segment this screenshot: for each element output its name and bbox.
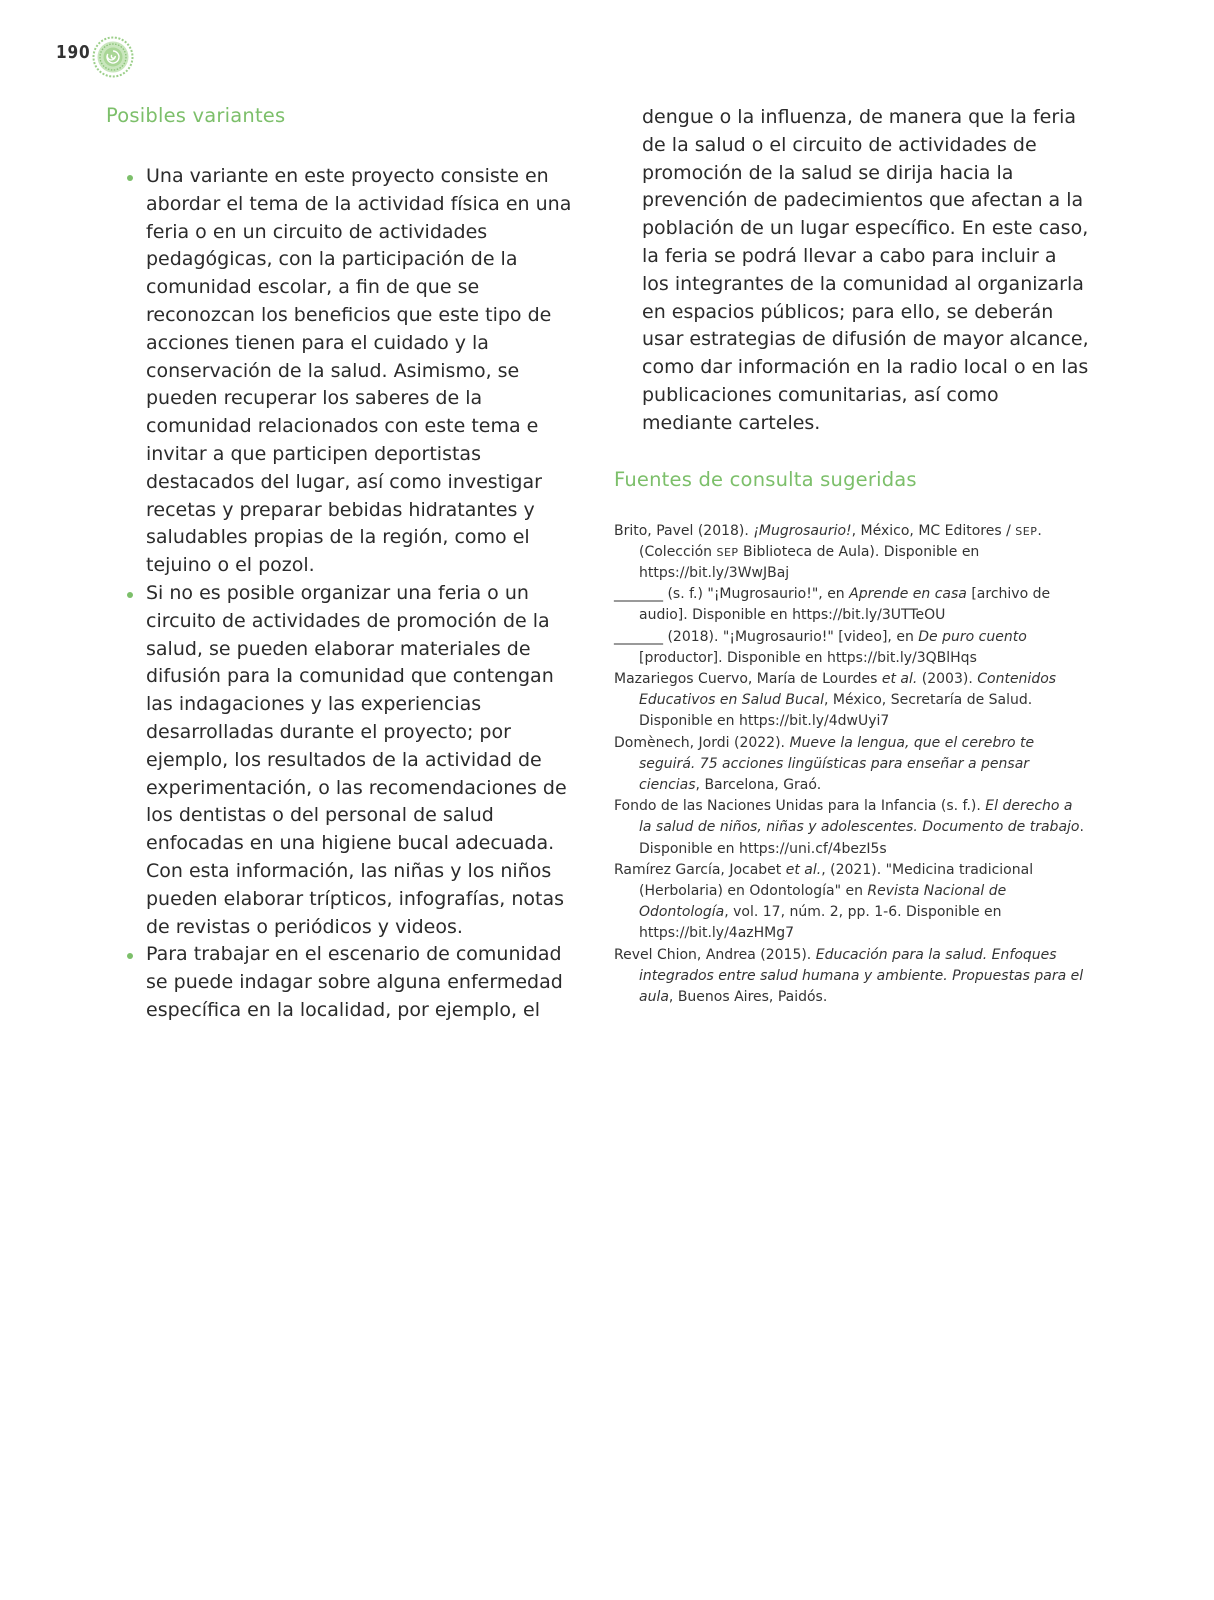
reference-entry: Fondo de las Naciones Unidas para la Infancia (s. f.). El derecho a la salud de niños, niñas y adolescentes. Documento de trabajo. Disponible en https://uni.cf/4bezI5s [614,798,1084,857]
continuation-paragraph: dengue o la influenza, de manera que la feria de la salud o el circuito de actividades de promoción de la salud se dirija hacia la prevención de padecimientos que afectan a la población de un lugar específico. En este caso, la feria se podrá llevar a cabo para incluir a los integrantes de la comunidad al organizarla en espacios públicos; para ello, se deberán usar estrategias de difusión de mayor alcance, como dar información en la radio local o en las publicaciones comunitarias, así como mediante carteles. [642,106,1089,434]
bullet-icon [127,175,133,181]
bullet-icon [127,592,133,598]
section-heading-variants: Posibles variantes [106,104,286,127]
list-item [106,941,576,1024]
variants-list [106,163,576,1025]
list-item [106,163,576,580]
left-column [106,104,576,1025]
reference-entry: _______ (2018). "¡Mugrosaurio!" [video], en De puro cuento [productor]. Disponible en https://bit.ly/3QBlHqs [614,628,1027,666]
reference-entry: Revel Chion, Andrea (2015). Educación para la salud. Enfoques integrados entre salud humana y ambiente. Propuestas para el aula, Buenos Aires, Paidós. [614,946,1084,1006]
right-column [614,104,1089,1008]
list-item-text: Para trabajar en el escenario de comunidad se puede indagar sobre alguna enfermedad específica en la localidad, por ejemplo, el [146,943,563,1021]
reference-entry: Brito, Pavel (2018). ¡Mugrosaurio!, México, MC Editores / SEP. (Colección SEP Biblioteca de Aula). Disponible en https://bit.ly/3WwJBaj [614,522,1042,581]
list-item-text: Una variante en este proyecto consiste en abordar el tema de la actividad física en una feria o en un circuito de actividades pedagógicas, con la participación de la comunidad escolar, a fin de que se reconozcan los beneficios que este tipo de acciones tienen para el cuidado y la conservación de la salud. Asimismo, se pueden recuperar los saberes de la comunidad relacionados con este tema e invitar a que participen deportistas destacados del lugar, así como investigar recetas y preparar bebidas hidratantes y saludables propias de la región, como el tejuino o el pozol. [146,165,572,577]
list-item [106,580,576,941]
page-number: 190 [56,42,91,63]
reference-entry: _______ (s. f.) "¡Mugrosaurio!", en Aprende en casa [archivo de audio]. Disponible en https://bit.ly/3UTTeOU [614,586,1051,624]
reference-entry: Domènech, Jordi (2022). Mueve la lengua, que el cerebro te seguirá. 75 acciones lingüísticas para enseñar a pensar ciencias, Barcelona, Graó. [614,734,1035,793]
list-item-text: Si no es posible organizar una feria o un circuito de actividades de promoción de la salud, se pueden elaborar materiales de difusión para la comunidad que contengan las indagaciones y las experiencias desarrolladas durante el proyecto; por ejemplo, los resultados de la actividad de experimentación, o las recomendaciones de los dentistas o del personal de salud enfocadas en una higiene bucal adecuada. Con esta información, las niñas y los niños pueden elaborar trípticos, infografías, notas de revistas o periódicos y videos. [146,581,567,938]
spiral-emblem-icon [92,36,134,78]
references-list [614,521,1089,1009]
bullet-icon [127,953,133,959]
reference-entry: Ramírez García, Jocabet et al., (2021). "Medicina tradicional (Herbolaria) en Odontología" en Revista Nacional de Odontología, vol. 17, núm. 2, pp. 1-6. Disponible en https://bit.ly/4azHMg7 [614,861,1034,942]
reference-entry: Mazariegos Cuervo, María de Lourdes et al. (2003). Contenidos Educativos en Salud Bucal, México, Secretaría de Salud. Disponible en https://bit.ly/4dwUyi7 [614,670,1057,730]
section-heading-sources: Fuentes de consulta sugeridas [614,467,917,491]
